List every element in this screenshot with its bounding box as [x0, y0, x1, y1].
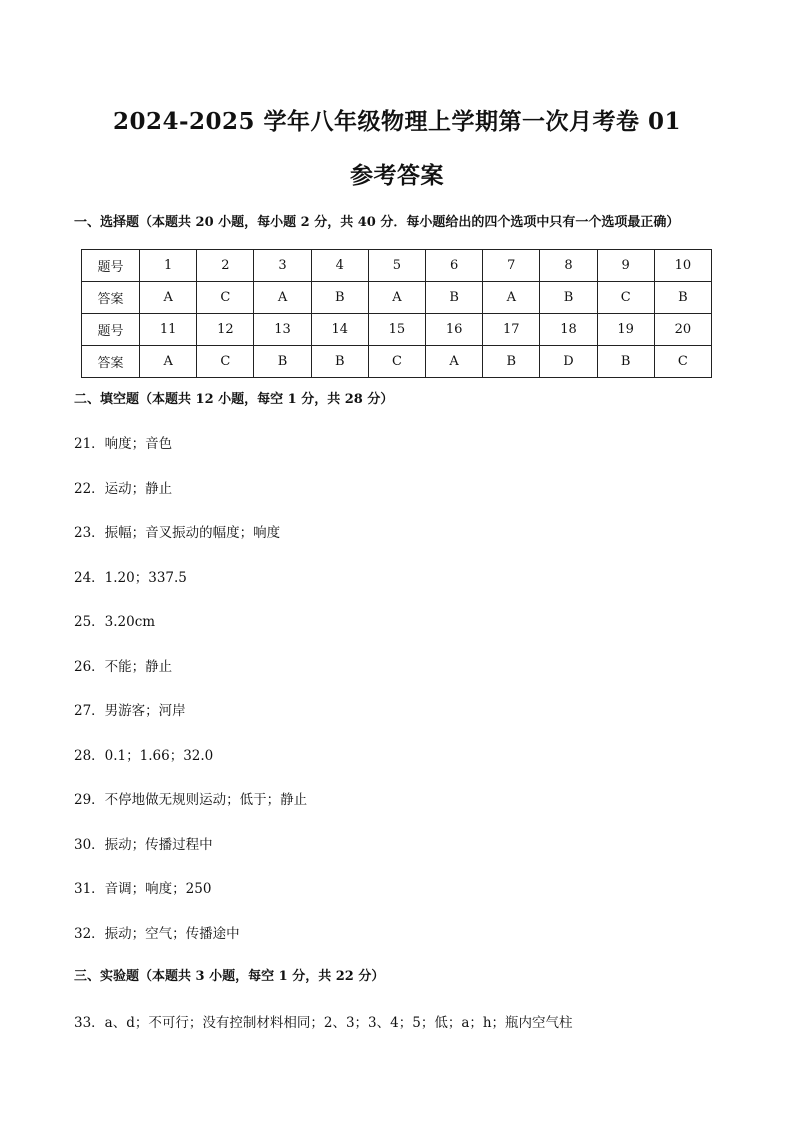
table-cell: A [140, 346, 197, 378]
table-cell: 14 [311, 314, 368, 346]
table-cell: 10 [654, 250, 711, 282]
table-cell: 15 [368, 314, 425, 346]
answer-line: 22．运动；静止 [74, 481, 173, 497]
section-heading-fill: 二、填空题（本题共 12 小题，每空 1 分，共 28 分） [74, 392, 394, 407]
table-cell: C [368, 346, 425, 378]
answer-line: 33．a、d；不可行；没有控制材料相同；2、3；3、4；5；低；a；h；瓶内空气柱 [74, 1015, 573, 1031]
table-cell: B [540, 282, 597, 314]
table-cell: B [426, 282, 483, 314]
table-cell: C [197, 346, 254, 378]
table-cell: 13 [254, 314, 311, 346]
table-cell: 题号 [82, 250, 140, 282]
answer-line: 23．振幅；音叉振动的幅度；响度 [74, 525, 281, 541]
table-cell: 9 [597, 250, 654, 282]
table-cell: 11 [140, 314, 197, 346]
page-title: 2024-2025 学年八年级物理上学期第一次月考卷 01 [112, 108, 682, 135]
table-cell: B [654, 282, 711, 314]
table-cell: 7 [483, 250, 540, 282]
table-cell: 5 [368, 250, 425, 282]
answer-table [81, 249, 712, 378]
table-cell: B [311, 282, 368, 314]
table-cell: B [311, 346, 368, 378]
table-row [82, 314, 712, 346]
table-cell: 16 [426, 314, 483, 346]
table-cell: C [654, 346, 711, 378]
table-cell: 6 [426, 250, 483, 282]
table-cell: 题号 [82, 314, 140, 346]
answer-line: 26．不能；静止 [74, 659, 173, 675]
page-subtitle: 参考答案 [350, 162, 444, 189]
section-heading-choice: 一、选择题（本题共 20 小题，每小题 2 分，共 40 分．每小题给出的四个选项中只有一个选项最正确） [74, 215, 680, 230]
table-cell: 4 [311, 250, 368, 282]
table-cell: 8 [540, 250, 597, 282]
table-cell: B [597, 346, 654, 378]
answer-line: 27．男游客；河岸 [74, 703, 186, 719]
table-cell: A [368, 282, 425, 314]
table-cell: 答案 [82, 282, 140, 314]
table-cell: C [197, 282, 254, 314]
table-cell: 1 [140, 250, 197, 282]
answer-line: 32．振动；空气；传播途中 [74, 926, 240, 942]
answer-line: 21．响度；音色 [74, 436, 173, 452]
section-heading-experiment: 三、实验题（本题共 3 小题，每空 1 分，共 22 分） [74, 969, 385, 984]
table-row [82, 346, 712, 378]
table-cell: D [540, 346, 597, 378]
answer-line: 30．振动；传播过程中 [74, 837, 213, 853]
answer-line: 28．0.1；1.66；32.0 [74, 748, 214, 764]
table-row [82, 250, 712, 282]
table-cell: B [483, 346, 540, 378]
table-row [82, 282, 712, 314]
table-cell: 20 [654, 314, 711, 346]
table-cell: 18 [540, 314, 597, 346]
answer-line: 31．音调；响度；250 [74, 881, 212, 897]
table-cell: C [597, 282, 654, 314]
table-cell: 12 [197, 314, 254, 346]
table-cell: 2 [197, 250, 254, 282]
table-cell: A [483, 282, 540, 314]
table-cell: 答案 [82, 346, 140, 378]
answer-line: 24．1.20；337.5 [74, 570, 187, 586]
table-cell: A [140, 282, 197, 314]
table-cell: A [426, 346, 483, 378]
answer-line: 29．不停地做无规则运动；低于；静止 [74, 792, 308, 808]
table-cell: B [254, 346, 311, 378]
answer-line: 25．3.20cm [74, 614, 156, 630]
table-cell: 17 [483, 314, 540, 346]
table-cell: A [254, 282, 311, 314]
table-cell: 19 [597, 314, 654, 346]
table-cell: 3 [254, 250, 311, 282]
